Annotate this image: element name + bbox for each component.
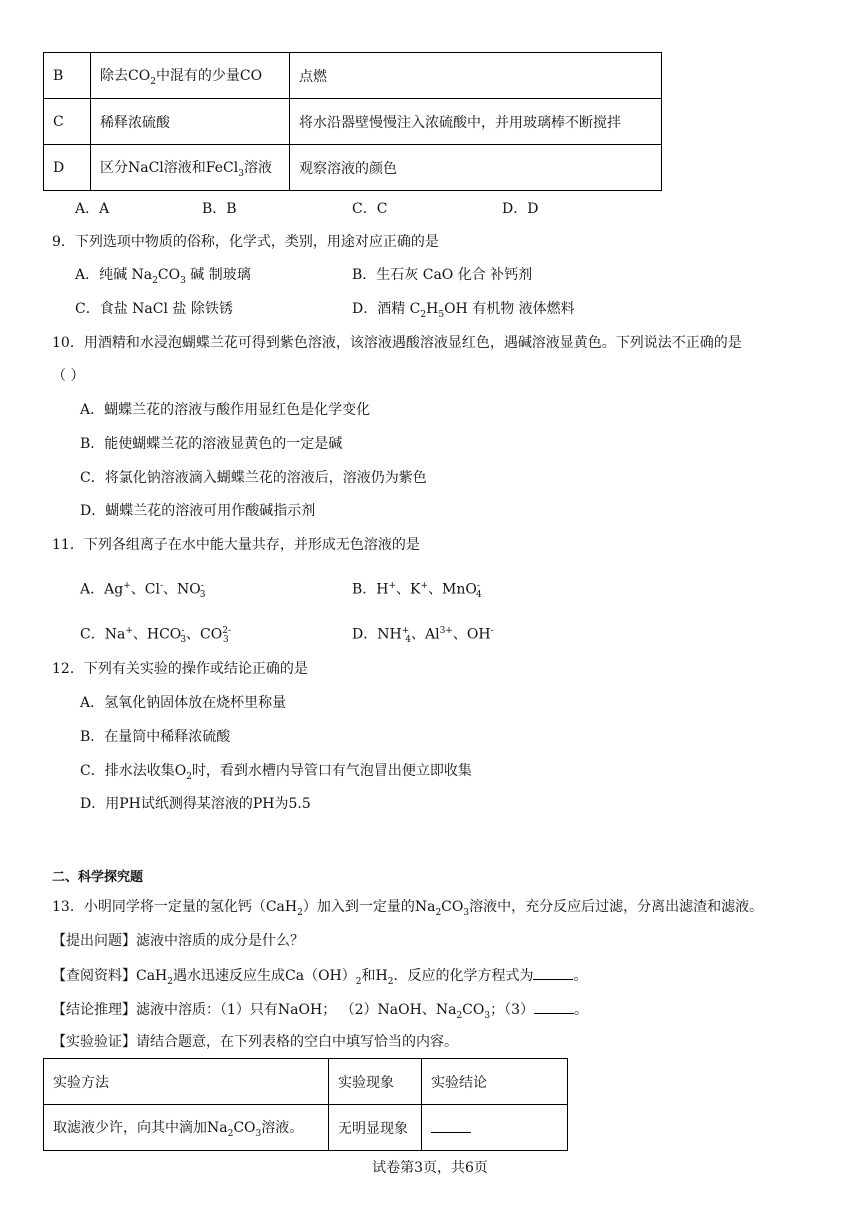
q11-stem: 11．下列各组离子在水中能大量共存，并形成无色溶液的是 bbox=[52, 537, 420, 553]
purpose-cell: 区分NaCl溶液和FeCl$_3$溶液 bbox=[91, 145, 290, 191]
purpose-cell: 除去$CO_2$中混有的少量CO bbox=[91, 53, 290, 99]
experiment-table bbox=[43, 1058, 568, 1151]
q10-option-d: D．蝴蝶兰花的溶液可用作酸碱指示剂 bbox=[80, 503, 316, 519]
q11-option-d: D．$NH^+_4$、$Al^{3+}$、OH- bbox=[352, 626, 494, 646]
purpose-cell: 稀释浓硫酸 bbox=[91, 99, 290, 145]
q9-option-c: C．食盐 NaCl 盐 除铁锈 bbox=[75, 301, 233, 317]
q12-option-c: C．排水法收集$O_2$时，看到水槽内导管口有气泡冒出便立即收集 bbox=[80, 763, 472, 782]
q10-answer-paren: （ ） bbox=[52, 368, 85, 384]
q13-inference: 【结论推理】滤液中溶质：（1）只有NaOH； （2）NaOH、$Na_2CO_3$；（3） 。 bbox=[52, 999, 588, 1026]
page-footer: 试卷第3页，共6页 bbox=[372, 1160, 488, 1176]
method-cell: 取滤液少许，向其中滴加$Na_2CO_3$溶液。 bbox=[44, 1105, 329, 1151]
top-table bbox=[43, 52, 662, 191]
q13-reference: 【查阅资料】CaH$_2$遇水迅速反应生成$Ca(OH)_2$和$H_2$．反应的化学方程式为 。 bbox=[52, 965, 587, 992]
method-cell: 观察溶液的颜色 bbox=[290, 145, 662, 191]
section-title: 二、科学探究题 bbox=[52, 870, 144, 885]
q9-option-b: B．生石灰 CaO 化合 补钙剂 bbox=[352, 267, 533, 283]
option-cell: B bbox=[44, 53, 91, 99]
q11-option-b: B．H+、K+、MnO-$_4$ bbox=[352, 581, 482, 601]
q8-option-a: A．A bbox=[75, 201, 110, 217]
q13-verify: 【实验验证】请结合题意，在下列表格的空白中填写恰当的内容。 bbox=[52, 1034, 458, 1050]
q8-option-b: B．B bbox=[202, 201, 237, 217]
q13-stem: 13．小明同学将一定量的氢化钙（CaH$_2$）加入到一定量的$Na_2CO_3$溶液中，充分反应后过滤，分离出滤渣和滤液。 bbox=[52, 899, 764, 918]
q9-option-d: D．酒精 $C_2H_5OH$ 有机物 液体燃料 bbox=[352, 301, 575, 320]
answer-blank[interactable] bbox=[431, 1118, 471, 1133]
q10-option-c: C．将氯化钠溶液滴入蝴蝶兰花的溶液后，溶液仍为紫色 bbox=[80, 470, 427, 486]
q12-option-d: D．用PH试纸测得某溶液的PH为5.5 bbox=[80, 796, 311, 812]
conclusion-cell[interactable] bbox=[422, 1105, 568, 1151]
method-cell: 点燃 bbox=[290, 53, 662, 99]
q11-option-a: A．Ag+、Cl-、$NO^-_3$ bbox=[80, 581, 206, 601]
q10-stem: 10．用酒精和水浸泡蝴蝶兰花可得到紫色溶液，该溶液遇酸溶液显红色，遇碱溶液显黄色。下列说法不正确的是 bbox=[52, 335, 742, 351]
header-conclusion: 实验结论 bbox=[422, 1059, 568, 1105]
method-cell: 将水沿器壁慢慢注入浓硫酸中，并用玻璃棒不断搅拌 bbox=[290, 99, 662, 145]
answer-blank[interactable] bbox=[534, 999, 574, 1014]
q12-option-a: A．氢氧化钠固体放在烧杯里称量 bbox=[80, 695, 287, 711]
phenomenon-cell: 无明显现象 bbox=[329, 1105, 422, 1151]
q11-option-c: C．Na+、$HCO^-_3$、$CO^{2-}_3$ bbox=[80, 626, 232, 646]
q13-question: 【提出问题】滤液中溶质的成分是什么？ bbox=[52, 933, 304, 949]
header-phenomenon: 实验现象 bbox=[329, 1059, 422, 1105]
q8-option-c: C．C bbox=[352, 201, 388, 217]
q9-stem: 9．下列选项中物质的俗称，化学式，类别，用途对应正确的是 bbox=[52, 234, 439, 250]
q12-option-b: B．在量筒中稀释浓硫酸 bbox=[80, 729, 231, 745]
q9-option-a: A．纯碱 $Na_2CO_3$ 碱 制玻璃 bbox=[75, 267, 251, 286]
answer-blank[interactable] bbox=[533, 965, 573, 980]
q12-stem: 12．下列有关实验的操作或结论正确的是 bbox=[52, 661, 308, 677]
q8-option-d: D．D bbox=[502, 201, 539, 217]
option-cell: D bbox=[44, 145, 91, 191]
option-cell: C bbox=[44, 99, 91, 145]
header-method: 实验方法 bbox=[44, 1059, 329, 1105]
q10-option-b: B．能使蝴蝶兰花的溶液显黄色的一定是碱 bbox=[80, 436, 343, 452]
q10-option-a: A．蝴蝶兰花的溶液与酸作用显红色是化学变化 bbox=[80, 402, 371, 418]
